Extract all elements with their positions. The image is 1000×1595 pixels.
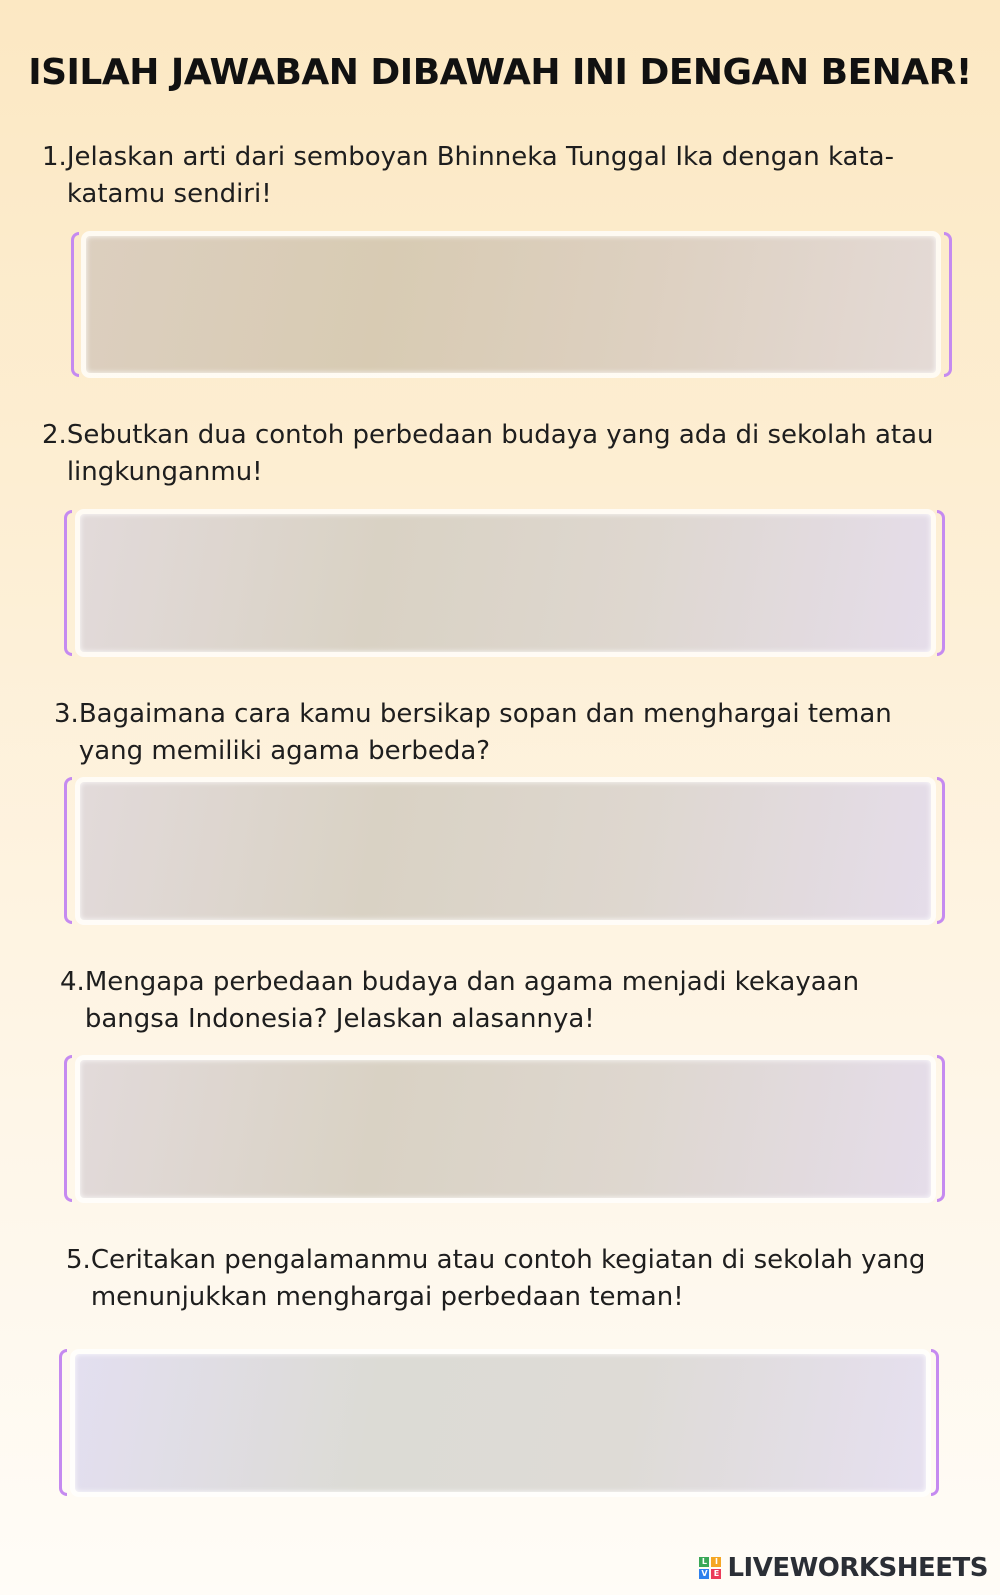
answer-3-left-bracket bbox=[64, 777, 72, 924]
answer-4-left-bracket bbox=[64, 1055, 72, 1202]
question-number: 4. bbox=[60, 967, 85, 997]
question-3 bbox=[54, 696, 954, 770]
question-text: Jelaskan arti dari semboyan Bhinneka Tunggal Ika dengan kata-katamu sendiri! bbox=[66, 142, 894, 209]
question-number: 3. bbox=[54, 699, 79, 729]
answer-5-right-bracket bbox=[931, 1349, 939, 1496]
answer-3-right-bracket bbox=[937, 777, 945, 924]
question-2 bbox=[42, 417, 962, 491]
answer-box-3[interactable] bbox=[80, 782, 931, 920]
question-text: Mengapa perbedaan budaya dan agama menjadi kekayaan bangsa Indonesia? Jelaskan alasannya! bbox=[84, 967, 860, 1034]
answer-1-left-bracket bbox=[71, 232, 79, 377]
worksheet-title: ISILAH JAWABAN DIBAWAH INI DENGAN BENAR! bbox=[28, 52, 972, 93]
answer-4-right-bracket bbox=[937, 1055, 945, 1202]
liveworksheets-logo[interactable] bbox=[699, 1553, 988, 1583]
answer-box-5[interactable] bbox=[75, 1354, 926, 1492]
question-5 bbox=[66, 1242, 946, 1316]
question-number: 5. bbox=[66, 1245, 91, 1275]
question-1 bbox=[42, 139, 962, 213]
answer-box-2[interactable] bbox=[80, 514, 931, 652]
logo-letter: I bbox=[711, 1557, 721, 1567]
answer-1-right-bracket bbox=[944, 232, 952, 377]
question-text: Bagaimana cara kamu bersikap sopan dan menghargai teman yang memiliki agama berbeda? bbox=[78, 699, 892, 766]
question-number: 2. bbox=[42, 420, 67, 450]
answer-2-right-bracket bbox=[937, 510, 945, 656]
answer-2-left-bracket bbox=[64, 510, 72, 656]
question-text: Ceritakan pengalamanmu atau contoh kegiatan di sekolah yang menunjukkan menghargai perbedaan teman! bbox=[90, 1245, 926, 1312]
answer-box-1[interactable] bbox=[86, 236, 936, 373]
logo-letter: L bbox=[699, 1557, 709, 1567]
logo-brand-text: LIVEWORKSHEETS bbox=[727, 1553, 988, 1583]
question-4 bbox=[60, 964, 960, 1038]
logo-letter: E bbox=[711, 1569, 721, 1579]
logo-icon bbox=[699, 1557, 721, 1579]
question-text: Sebutkan dua contoh perbedaan budaya yang ada di sekolah atau lingkunganmu! bbox=[66, 420, 934, 487]
answer-box-4[interactable] bbox=[80, 1060, 931, 1198]
logo-letter: V bbox=[701, 1569, 708, 1578]
question-number: 1. bbox=[42, 142, 67, 172]
answer-5-left-bracket bbox=[59, 1349, 67, 1496]
